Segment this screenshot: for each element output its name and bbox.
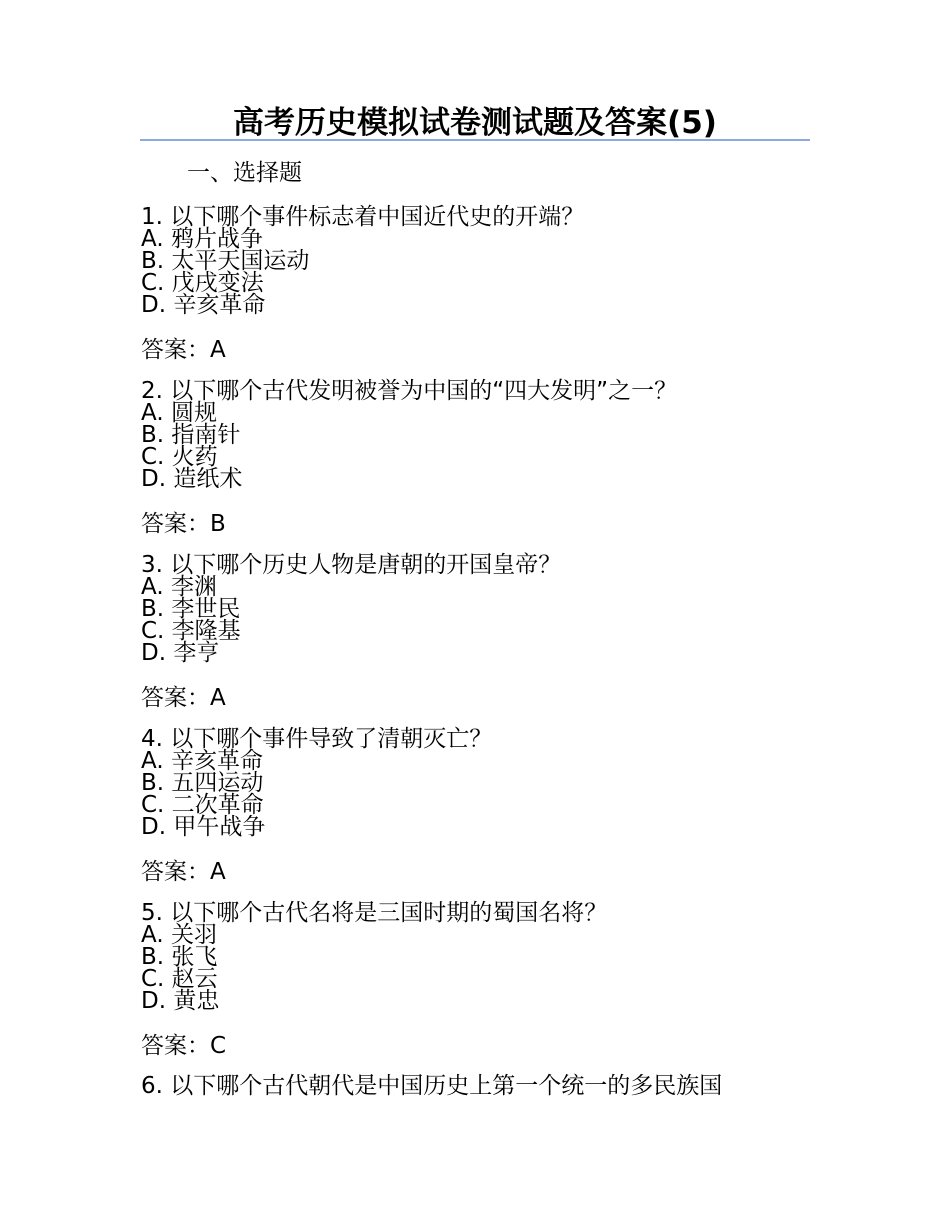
question-5 bbox=[141, 902, 821, 1060]
option-a: A. 关羽 bbox=[141, 922, 217, 948]
option-c: C. 赵云 bbox=[141, 966, 218, 992]
question-1 bbox=[141, 206, 821, 364]
question-3 bbox=[141, 554, 821, 712]
option-a: A. 圆规 bbox=[141, 400, 217, 426]
title-underline bbox=[140, 139, 810, 141]
option-b: B. 指南针 bbox=[141, 422, 241, 448]
answer-line: 答案：A bbox=[141, 337, 226, 363]
question-text: 5. 以下哪个古代名将是三国时期的蜀国名将？ bbox=[141, 900, 608, 926]
question-4 bbox=[141, 728, 821, 886]
answer-line: 答案：A bbox=[141, 859, 226, 885]
option-a: A. 鸦片战争 bbox=[141, 226, 263, 252]
option-b: B. 张飞 bbox=[141, 944, 218, 970]
option-c: C. 二次革命 bbox=[141, 792, 264, 818]
option-c: C. 李隆基 bbox=[141, 618, 241, 644]
document-title: 高考历史模拟试卷测试题及答案(5) bbox=[233, 105, 717, 141]
answer-line: 答案：A bbox=[141, 685, 226, 711]
option-a: A. 李渊 bbox=[141, 574, 217, 600]
question-text: 4. 以下哪个事件导致了清朝灭亡？ bbox=[141, 726, 493, 752]
option-b: B. 五四运动 bbox=[141, 770, 264, 796]
option-d: D. 辛亥革命 bbox=[141, 292, 266, 318]
option-d: D. 黄忠 bbox=[141, 988, 220, 1014]
option-d: D. 造纸术 bbox=[141, 466, 243, 492]
question-2 bbox=[141, 380, 821, 538]
option-b: B. 太平天国运动 bbox=[141, 248, 310, 274]
section-heading: 一、选择题 bbox=[187, 160, 302, 186]
question-6-text: 6. 以下哪个古代朝代是中国历史上第一个统一的多民族国 bbox=[141, 1073, 723, 1099]
question-text: 3. 以下哪个历史人物是唐朝的开国皇帝？ bbox=[141, 552, 562, 578]
option-d: D. 甲午战争 bbox=[141, 814, 266, 840]
question-text: 1. 以下哪个事件标志着中国近代史的开端？ bbox=[141, 204, 585, 230]
answer-line: 答案：B bbox=[141, 511, 226, 537]
option-c: C. 戊戌变法 bbox=[141, 270, 264, 296]
question-text: 2. 以下哪个古代发明被誉为中国的“四大发明”之一？ bbox=[141, 378, 678, 404]
option-b: B. 李世民 bbox=[141, 596, 241, 622]
option-d: D. 李亨 bbox=[141, 640, 220, 666]
answer-line: 答案：C bbox=[141, 1033, 227, 1059]
option-c: C. 火药 bbox=[141, 444, 218, 470]
option-a: A. 辛亥革命 bbox=[141, 748, 263, 774]
